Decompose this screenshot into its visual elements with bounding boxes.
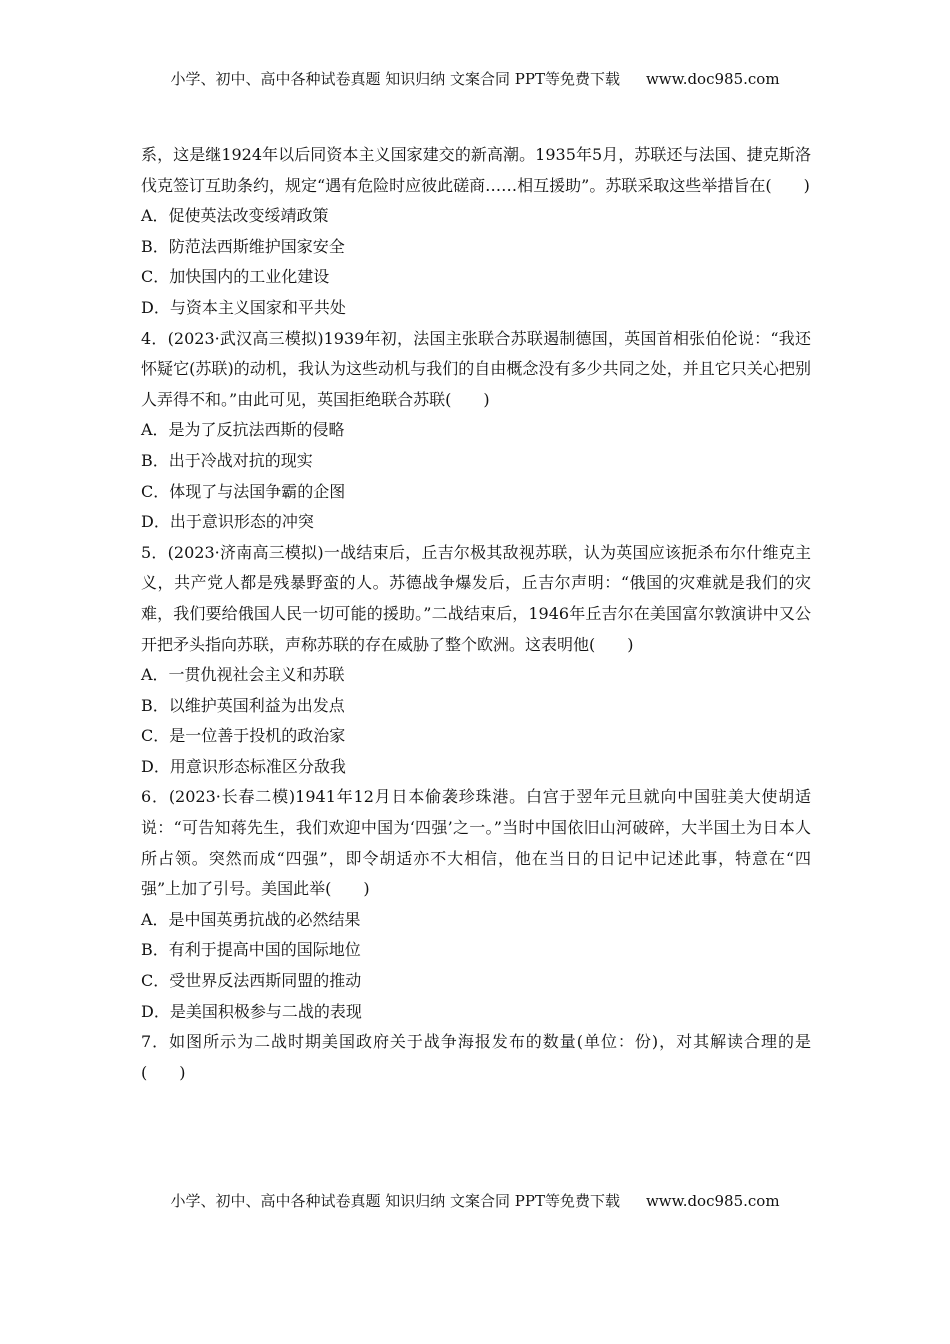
header-site-link[interactable]: www.doc985.com [645, 70, 780, 88]
question-4-source: (2023·武汉高三模拟) [167, 328, 324, 348]
question-3-option-a: A．促使英法改变绥靖政策 [141, 206, 329, 226]
question-5-option-d: D．用意识形态标准区分敌我 [141, 756, 346, 776]
question-6-option-d: D．是美国积极参与二战的表现 [141, 1001, 362, 1021]
question-3-option-b: B．防范法西斯维护国家安全 [141, 236, 345, 256]
question-6-text: 1941年12月日本偷袭珍珠港。白宫于翌年元旦就向中国驻美大使胡适说：“可告知蒋先生，我们欢迎中国为‘四强’之一。”当时中国依旧山河破碎，大半国土为日本人所占领。突然而成“四强”，即令胡适亦不大相信，他在当日的日记中记述此事，特意在“四强”上加了引号。美国此举( ) [141, 787, 811, 899]
question-4-number: 4． [141, 328, 168, 348]
question-6-option-a: A．是中国英勇抗战的必然结果 [141, 909, 361, 929]
question-5 [141, 538, 811, 783]
question-4-option-a: A．是为了反抗法西斯的侵略 [141, 420, 345, 440]
question-3-option-d: D．与资本主义国家和平共处 [141, 297, 346, 317]
question-6-stem [141, 782, 811, 904]
question-5-source: (2023·济南高三模拟) [167, 542, 324, 562]
question-4 [141, 324, 811, 538]
footer-site-link[interactable]: www.doc985.com [645, 1192, 780, 1210]
question-4-option-c: C．体现了与法国争霸的企图 [141, 481, 346, 501]
question-7-number: 7． [141, 1032, 170, 1052]
question-content [141, 140, 811, 1088]
question-5-number: 5． [141, 542, 168, 562]
question-6-number: 6． [141, 787, 169, 807]
header-text: 小学、初中、高中各种试卷真题 知识归纳 文案合同 PPT等免费下载 [170, 70, 620, 88]
question-6-source: (2023·长春二模) [168, 787, 296, 807]
question-6 [141, 782, 811, 1027]
question-7-text: 如图所示为二战时期美国政府关于战争海报发布的数量(单位：份)，对其解读合理的是( ) [141, 1032, 811, 1082]
question-6-option-c: C．受世界反法西斯同盟的推动 [141, 971, 362, 991]
question-7 [141, 1027, 811, 1088]
question-3-option-c: C．加快国内的工业化建设 [141, 267, 330, 287]
question-3-stem: 系，这是继1924年以后同资本主义国家建交的新高潮。1935年5月，苏联还与法国、捷克斯洛伐克签订互助条约，规定“遇有危险时应彼此磋商……相互援助”。苏联采取这些举措旨在( ) [141, 145, 811, 195]
question-5-option-c: C．是一位善于投机的政治家 [141, 726, 346, 746]
footer-text: 小学、初中、高中各种试卷真题 知识归纳 文案合同 PPT等免费下载 [170, 1192, 620, 1210]
question-4-option-d: D．出于意识形态的冲突 [141, 512, 314, 532]
question-5-stem [141, 538, 811, 660]
question-6-option-b: B．有利于提高中国的国际地位 [141, 940, 361, 960]
question-4-option-b: B．出于冷战对抗的现实 [141, 450, 313, 470]
question-5-text: 一战结束后，丘吉尔极其敌视苏联，认为英国应该扼杀布尔什维克主义，共产党人都是残暴野蛮的人。苏德战争爆发后，丘吉尔声明：“俄国的灾难就是我们的灾难，我们要给俄国人民一切可能的援助。”二战结束后，1946年丘吉尔在美国富尔敦演讲中又公开把矛头指向苏联，声称苏联的存在威胁了整个欧洲。这表明他( ) [141, 542, 811, 654]
question-7-stem [141, 1027, 811, 1088]
question-5-option-b: B．以维护英国利益为出发点 [141, 695, 345, 715]
page-footer [0, 1190, 950, 1211]
question-4-stem [141, 324, 811, 416]
question-4-text: 1939年初，法国主张联合苏联遏制德国，英国首相张伯伦说：“我还怀疑它(苏联)的动机，我认为这些动机与我们的自由概念没有多少共同之处，并且它只关心把别人弄得不和。”由此可见，英国拒绝联合苏联( ) [141, 328, 811, 409]
page-header [0, 68, 950, 89]
question-3 [141, 140, 811, 324]
question-5-option-a: A．一贯仇视社会主义和苏联 [141, 665, 345, 685]
